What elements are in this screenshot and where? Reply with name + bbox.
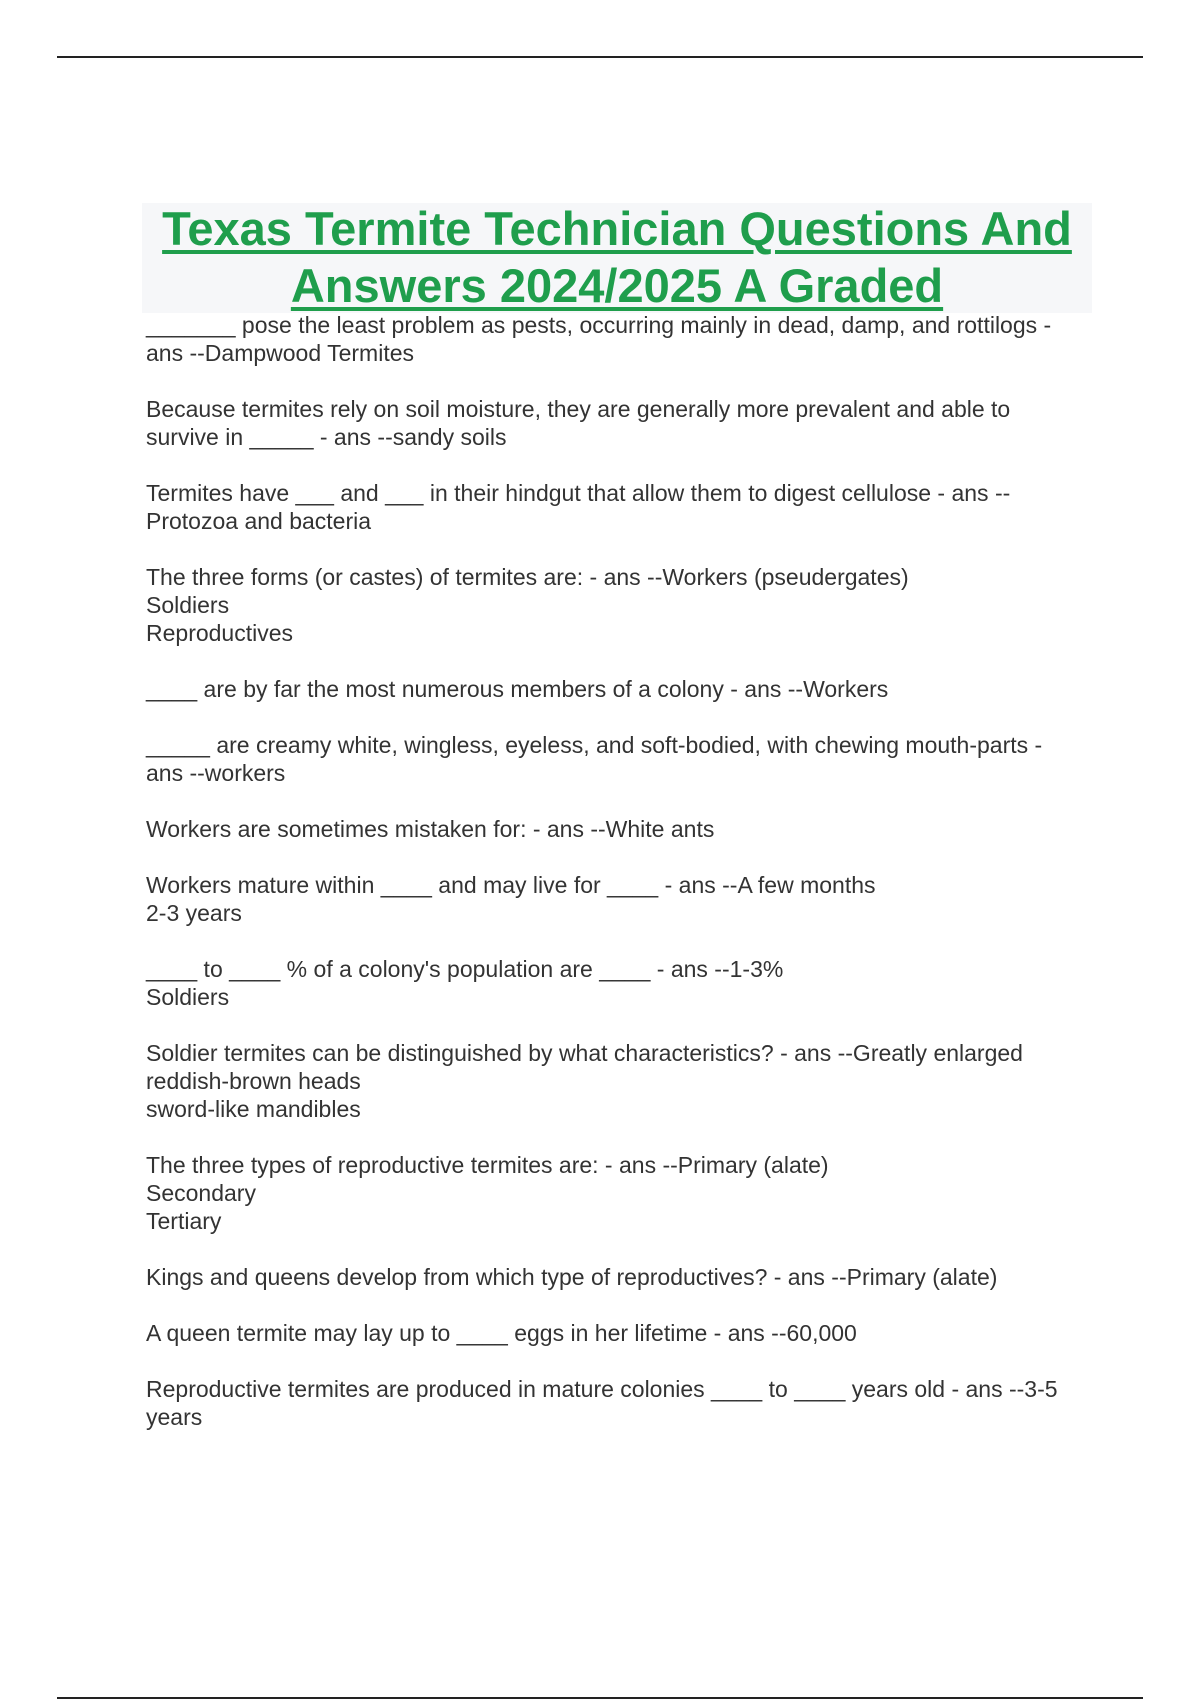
footer-rule [57, 1697, 1143, 1699]
qa-line: Soldiers [146, 592, 230, 618]
qa-line: _____ are creamy white, wingless, eyeless, and soft-bodied, with chewing mouth-parts - [146, 732, 1043, 758]
header-rule [57, 56, 1143, 58]
qa-item [146, 1039, 1096, 1123]
document-title [142, 200, 1092, 314]
qa-line: sword-like mandibles [146, 1096, 361, 1122]
qa-line: _______ pose the least problem as pests, occurring mainly in dead, damp, and rottilogs - [146, 312, 1052, 338]
qa-line: Kings and queens develop from which type of reproductives? - ans --Primary (alate) [146, 1264, 998, 1290]
qa-line: Protozoa and bacteria [146, 508, 372, 534]
qa-line: Termites have ___ and ___ in their hindgut that allow them to digest cellulose - ans -- [146, 480, 1011, 506]
qa-line: Secondary [146, 1180, 256, 1206]
title-line-2: Answers 2024/2025 A Graded [290, 259, 944, 312]
qa-line: Reproductives [146, 620, 294, 646]
qa-line: Because termites rely on soil moisture, they are generally more prevalent and able to [146, 396, 1011, 422]
qa-item [146, 1375, 1096, 1431]
qa-line: ans --workers [146, 760, 286, 786]
qa-item [146, 955, 1096, 1011]
qa-line: Tertiary [146, 1208, 222, 1234]
qa-line: A queen termite may lay up to ____ eggs in her lifetime - ans --60,000 [146, 1320, 857, 1346]
qa-item [146, 675, 1096, 703]
qa-line: 2-3 years [146, 900, 242, 926]
title-line-1: Texas Termite Technician Questions And [162, 202, 1072, 255]
qa-item [146, 395, 1096, 451]
qa-line: survive in _____ - ans --sandy soils [146, 424, 507, 450]
qa-item [146, 1263, 1096, 1291]
qa-item [146, 311, 1096, 367]
qa-item [146, 479, 1096, 535]
qa-line: ____ to ____ % of a colony's population are ____ - ans --1-3% [146, 956, 784, 982]
qa-line: The three forms (or castes) of termites are: - ans --Workers (pseudergates) [146, 564, 909, 590]
qa-line: Workers mature within ____ and may live for ____ - ans --A few months [146, 872, 876, 898]
qa-line: ____ are by far the most numerous members of a colony - ans --Workers [146, 676, 889, 702]
qa-line: The three types of reproductive termites are: - ans --Primary (alate) [146, 1152, 829, 1178]
qa-line: ans --Dampwood Termites [146, 340, 415, 366]
qa-item [146, 1319, 1096, 1347]
qa-item [146, 1151, 1096, 1235]
qa-item [146, 731, 1096, 787]
qa-line: Workers are sometimes mistaken for: - ans --White ants [146, 816, 715, 842]
qa-line: Soldier termites can be distinguished by what characteristics? - ans --Greatly enlarged [146, 1040, 1023, 1066]
qa-list [146, 311, 1096, 1459]
qa-item [146, 815, 1096, 843]
qa-item [146, 871, 1096, 927]
qa-line: years [146, 1404, 203, 1430]
qa-item [146, 563, 1096, 647]
qa-line: reddish-brown heads [146, 1068, 361, 1094]
qa-line: Soldiers [146, 984, 230, 1010]
qa-line: Reproductive termites are produced in mature colonies ____ to ____ years old - ans --3-5 [146, 1376, 1058, 1402]
